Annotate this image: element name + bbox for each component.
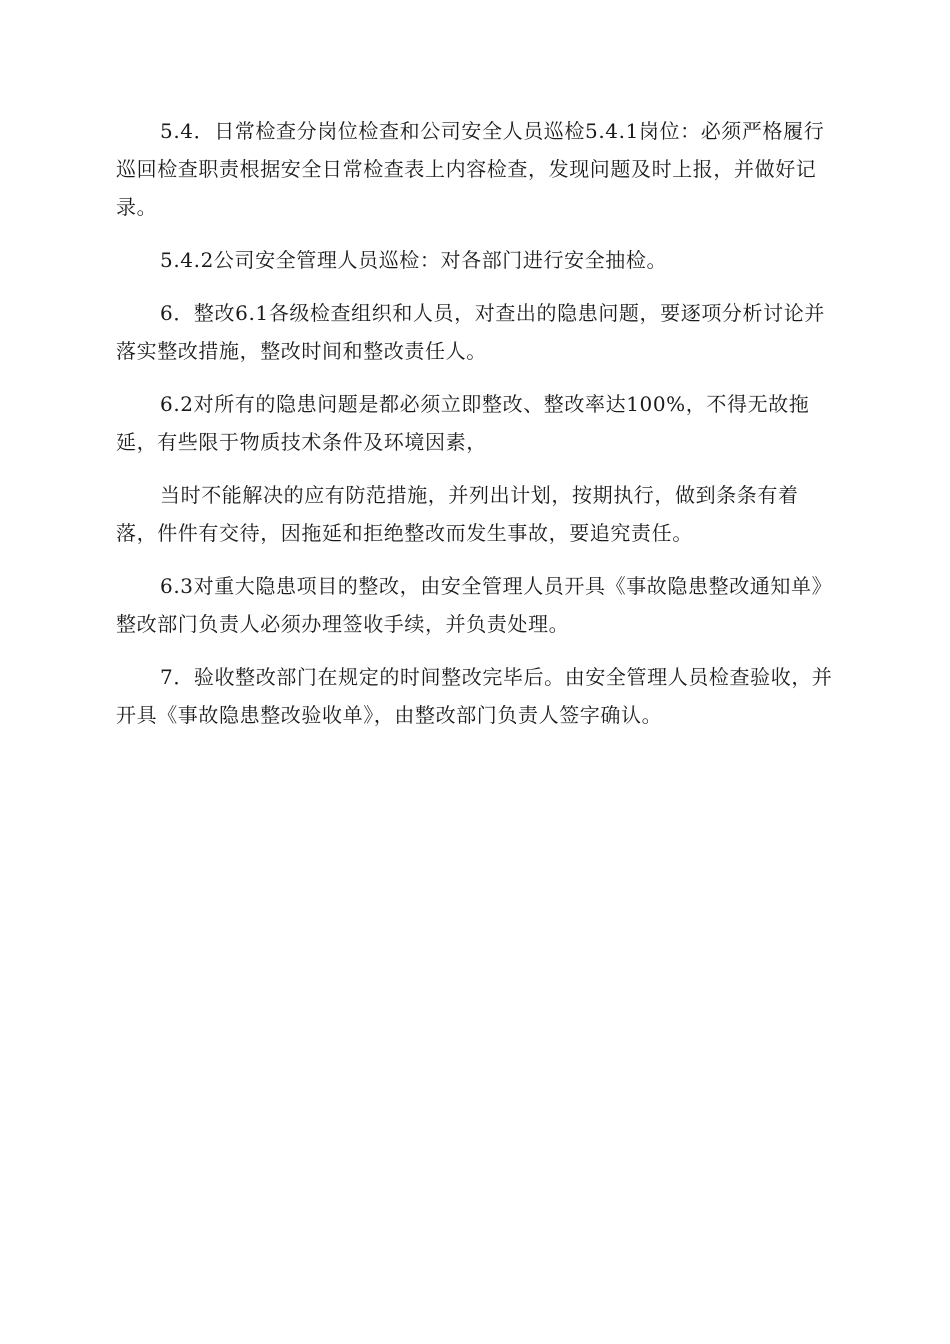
paragraph-6-3: 6.3对重大隐患项目的整改，由安全管理人员开具《事故隐患整改通知单》整改部门负责人必须办理签收手续，并负责处理。 <box>116 574 833 636</box>
paragraph-5-4: 5.4．日常检查分岗位检查和公司安全人员巡检5.4.1岗位：必须严格履行巡回检查职责根据安全日常检查表上内容检查，发现问题及时上报，并做好记录。 <box>116 119 825 219</box>
paragraph-5-4-2: 5.4.2公司安全管理人员巡检：对各部门进行安全抽检。 <box>160 248 668 272</box>
paragraph-7: 7．验收整改部门在规定的时间整改完毕后。由安全管理人员检查验收，并开具《事故隐患整改验收单》，由整改部门负责人签字确认。 <box>116 665 833 727</box>
paragraph-6-2: 6.2对所有的隐患问题是都必须立即整改、整改率达100%，不得无故拖延，有些限于物质技术条件及环境因素， <box>116 392 810 454</box>
paragraph-6-1: 6．整改6.1各级检查组织和人员，对查出的隐患问题，要逐项分析讨论并落实整改措施，整改时间和整改责任人。 <box>116 301 825 363</box>
document-body <box>116 112 834 749</box>
paragraph-6-2-continued: 当时不能解决的应有防范措施，并列出计划，按期执行，做到条条有着落，件件有交待，因拖延和拒绝整改而发生事故，要追究责任。 <box>116 483 799 545</box>
